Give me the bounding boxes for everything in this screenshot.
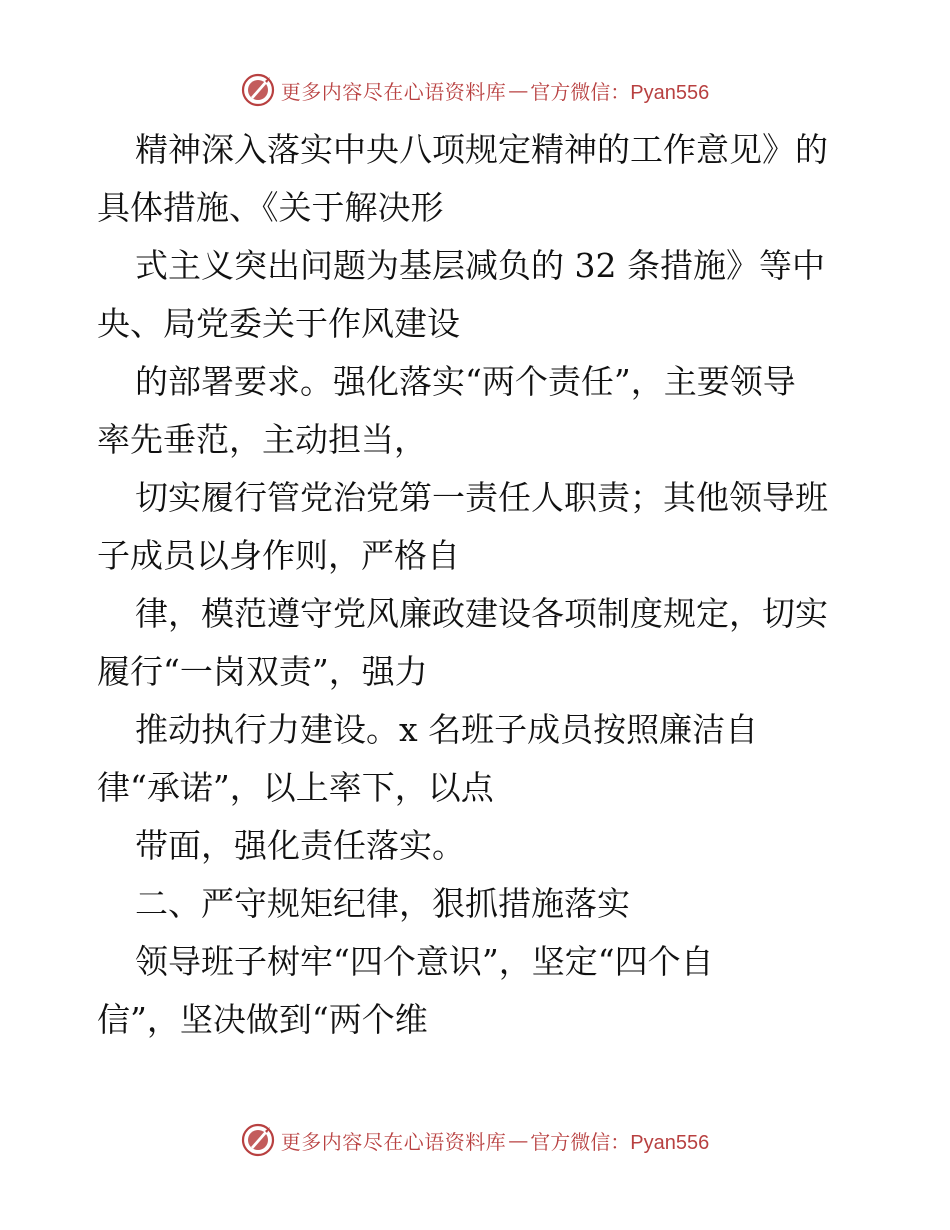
body-line: 央、局党委关于作风建设 bbox=[97, 304, 460, 343]
body-line: 律“承诺”，以上率下，以点 bbox=[97, 768, 494, 807]
body-line: 履行“一岗双责”，强力 bbox=[97, 652, 428, 691]
body-line: 带面，强化责任落实。 bbox=[135, 826, 465, 865]
header-watermark bbox=[0, 70, 950, 110]
quill-pen-logo-icon bbox=[241, 73, 275, 107]
footer-wechat: 官方微信：Pyan556 bbox=[530, 1131, 710, 1154]
section-heading: 二、严守规矩纪律，狠抓措施落实 bbox=[135, 884, 630, 923]
quill-pen-logo-icon bbox=[241, 1123, 275, 1157]
header-wechat: 官方微信：Pyan556 bbox=[530, 81, 710, 104]
body-line: 领导班子树牢“四个意识”，坚定“四个自 bbox=[135, 942, 714, 981]
body-line: 信”，坚决做到“两个维 bbox=[97, 1000, 428, 1039]
body-line: 的部署要求。强化落实“两个责任”，主要领导 bbox=[135, 362, 796, 401]
body-line: 律，模范遵守党风廉政建设各项制度规定，切实 bbox=[135, 594, 828, 633]
header-separator: — bbox=[508, 78, 529, 102]
header-slogan: 更多内容尽在心语资料库 bbox=[280, 79, 507, 104]
body-line: 子成员以身作则，严格自 bbox=[97, 536, 460, 575]
body-line: 具体措施、《关于解决形 bbox=[97, 188, 444, 227]
body-line: 式主义突出问题为基层减负的 32 条措施》等中 bbox=[135, 246, 825, 285]
body-line: 推动执行力建设。x 名班子成员按照廉洁自 bbox=[135, 710, 759, 749]
footer-separator: — bbox=[508, 1128, 529, 1152]
body-line: 切实履行管党治党第一责任人职责；其他领导班 bbox=[135, 478, 828, 517]
footer-slogan: 更多内容尽在心语资料库 bbox=[280, 1129, 507, 1154]
body-line: 率先垂范，主动担当， bbox=[97, 420, 427, 459]
footer-watermark bbox=[0, 1120, 950, 1160]
body-line: 精神深入落实中央八项规定精神的工作意见》的 bbox=[135, 130, 828, 169]
